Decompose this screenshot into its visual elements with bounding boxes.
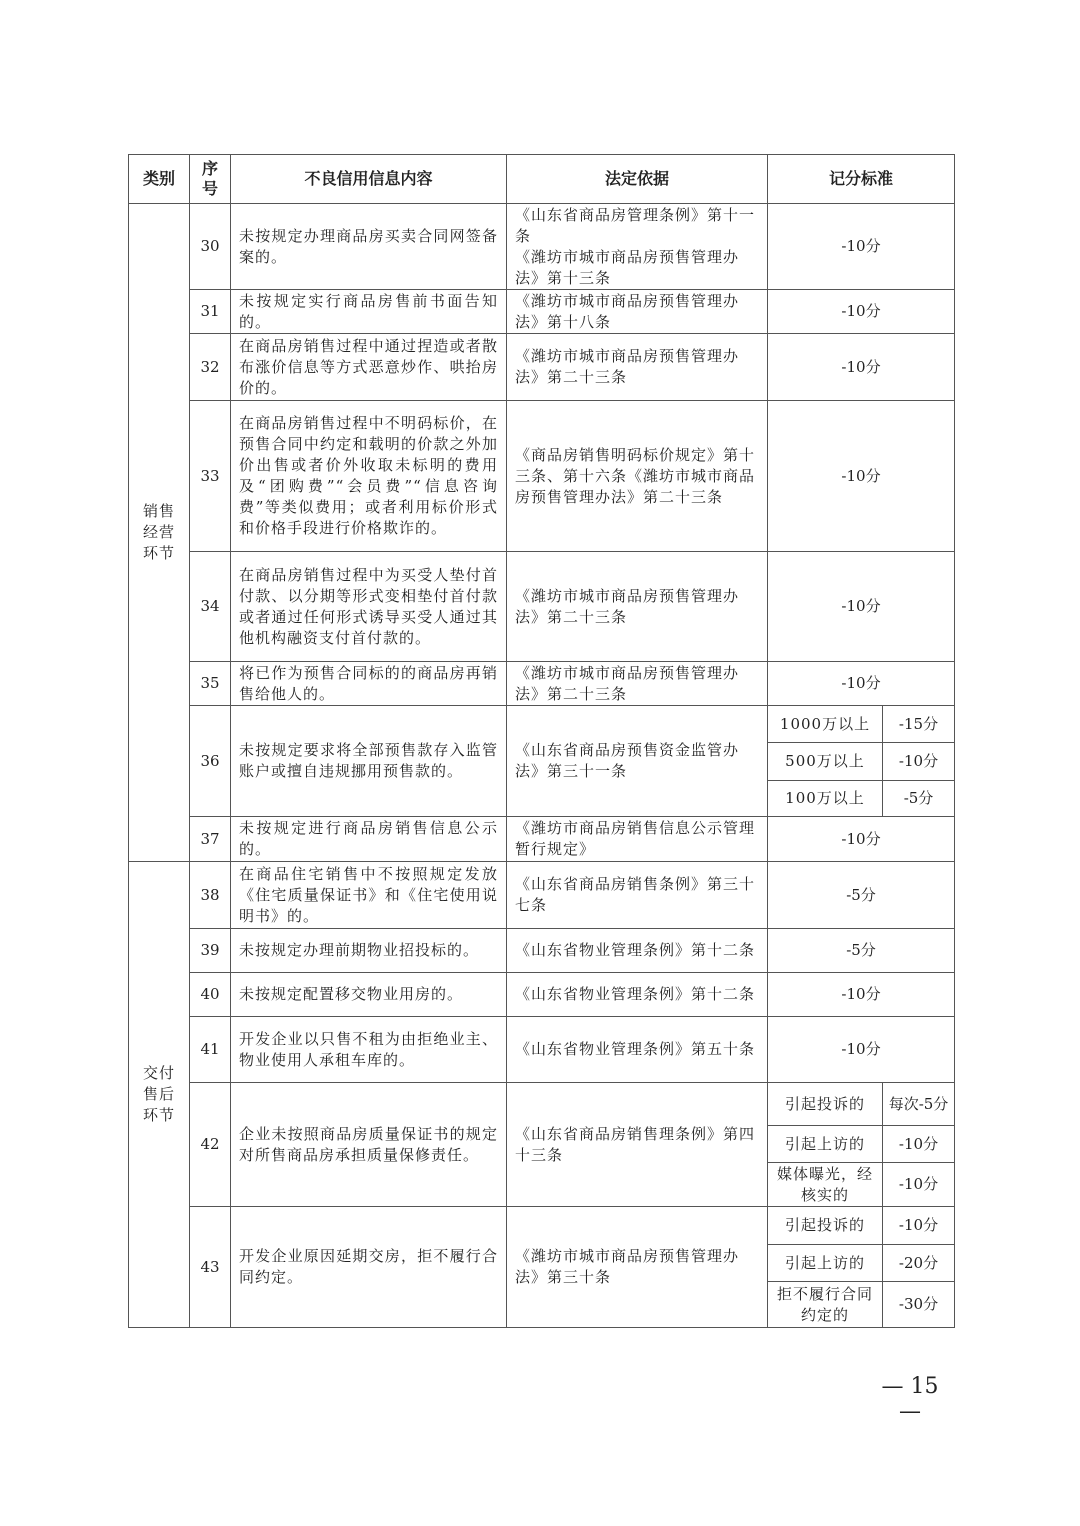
row-score: -10分 xyxy=(768,1017,955,1083)
table-row xyxy=(129,862,955,929)
row-content: 未按规定实行商品房售前书面告知的。 xyxy=(231,290,507,334)
row-seq: 39 xyxy=(190,929,231,973)
row-seq: 33 xyxy=(190,401,231,552)
sub-label: 媒体曝光，经核实的 xyxy=(768,1163,883,1207)
basis-line: 《山东省商品房销售理条例》第四十三条 xyxy=(515,1124,756,1164)
sub-score: -30分 xyxy=(883,1282,955,1328)
basis-line: 《潍坊市城市商品房预售管理办法》第十三条 xyxy=(515,247,740,287)
row-score: -10分 xyxy=(768,552,955,662)
row-score: -5分 xyxy=(768,862,955,929)
row-content: 在商品房销售过程中通过捏造或者散布涨价信息等方式恶意炒作、哄抬房价的。 xyxy=(231,334,507,401)
header-basis: 法定依据 xyxy=(507,155,768,204)
row-content: 未按规定配置移交物业用房的。 xyxy=(231,973,507,1017)
row-content: 开发企业原因延期交房，拒不履行合同约定。 xyxy=(231,1207,507,1328)
table-row xyxy=(129,706,955,743)
row-basis xyxy=(507,1017,768,1083)
row-seq: 32 xyxy=(190,334,231,401)
sub-score: 每次-5分 xyxy=(883,1083,955,1126)
row-basis xyxy=(507,662,768,706)
table-row xyxy=(129,552,955,662)
header-seq xyxy=(190,155,231,204)
table-row xyxy=(129,1207,955,1245)
table-row xyxy=(129,817,955,862)
category-delivery: 交付售后环节 xyxy=(129,862,190,1328)
table-row xyxy=(129,1017,955,1083)
sub-label: 100万以上 xyxy=(768,781,883,817)
basis-line: 《山东省商品房预售资金监管办法》第三十一条 xyxy=(515,741,740,780)
row-basis xyxy=(507,1207,768,1328)
basis-line: 《潍坊市城市商品房预售管理办法》第二十三条 xyxy=(515,347,740,386)
row-seq: 42 xyxy=(190,1083,231,1207)
sub-score: -15分 xyxy=(883,706,955,743)
row-seq: 40 xyxy=(190,973,231,1017)
sub-score: -20分 xyxy=(883,1245,955,1282)
sub-label: 拒不履行合同约定的 xyxy=(768,1282,883,1328)
row-content: 在商品房销售过程中不明码标价，在预售合同中约定和载明的价款之外加价出售或者价外收取未标明的费用及“团购费”“会员费”“信息咨询费”等类似费用；或者利用标价形式和价格手段进行价格欺诈的。 xyxy=(231,401,507,552)
header-content: 不良信用信息内容 xyxy=(231,155,507,204)
row-seq: 36 xyxy=(190,706,231,817)
row-seq: 34 xyxy=(190,552,231,662)
row-seq: 30 xyxy=(190,204,231,290)
page-number: — 15 — xyxy=(881,1374,939,1424)
sub-label: 引起投诉的 xyxy=(768,1207,883,1245)
sub-score: -10分 xyxy=(883,1207,955,1245)
row-basis xyxy=(507,862,768,929)
row-content: 企业未按照商品房质量保证书的规定对所售商品房承担质量保修责任。 xyxy=(231,1083,507,1207)
sub-score: -10分 xyxy=(883,743,955,781)
basis-line: 《山东省物业管理条例》第五十条 xyxy=(515,1040,756,1058)
row-content: 在商品住宅销售中不按照规定发放《住宅质量保证书》和《住宅使用说明书》的。 xyxy=(231,862,507,929)
row-content: 未按规定办理商品房买卖合同网签备案的。 xyxy=(231,204,507,290)
table-row xyxy=(129,334,955,401)
row-seq: 31 xyxy=(190,290,231,334)
row-basis xyxy=(507,290,768,334)
sub-score: -5分 xyxy=(883,781,955,817)
row-basis xyxy=(507,334,768,401)
table-row xyxy=(129,290,955,334)
row-content: 在商品房销售过程中为买受人垫付首付款、以分期等形式变相垫付首付款或者通过任何形式诱导买受人通过其他机构融资支付首付款的。 xyxy=(231,552,507,662)
row-content: 开发企业以只售不租为由拒绝业主、物业使用人承租车库的。 xyxy=(231,1017,507,1083)
basis-line: 《山东省物业管理条例》第十二条 xyxy=(515,941,756,959)
row-content: 未按规定办理前期物业招投标的。 xyxy=(231,929,507,973)
basis-line: 《山东省商品房管理条例》第十一条 xyxy=(515,205,756,245)
row-score: -5分 xyxy=(768,929,955,973)
sub-score: -10分 xyxy=(883,1163,955,1207)
category-sales: 销售经营环节 xyxy=(129,204,190,862)
row-basis xyxy=(507,401,768,552)
row-score: -10分 xyxy=(768,817,955,862)
basis-line: 《潍坊市城市商品房预售管理办法》第十八条 xyxy=(515,291,740,331)
sub-score: -10分 xyxy=(883,1126,955,1163)
row-seq: 43 xyxy=(190,1207,231,1328)
row-score: -10分 xyxy=(768,204,955,290)
basis-line: 《商品房销售明码标价规定》第十三条、第十六条《潍坊市城市商品房预售管理办法》第二十三条 xyxy=(515,445,756,506)
table-row xyxy=(129,973,955,1017)
credit-score-table xyxy=(128,154,955,1328)
sub-label: 引起投诉的 xyxy=(768,1083,883,1126)
basis-line: 《潍坊市城市商品房预售管理办法》第三十条 xyxy=(515,1247,740,1286)
header-category: 类别 xyxy=(129,155,190,204)
header-score: 记分标准 xyxy=(768,155,955,204)
basis-line: 《潍坊市商品房销售信息公示管理暂行规定》 xyxy=(515,819,756,858)
row-score: -10分 xyxy=(768,973,955,1017)
table-row xyxy=(129,204,955,290)
row-seq: 38 xyxy=(190,862,231,929)
sub-label: 500万以上 xyxy=(768,743,883,781)
table-row xyxy=(129,929,955,973)
sub-label: 1000万以上 xyxy=(768,706,883,743)
table-row xyxy=(129,662,955,706)
row-seq: 41 xyxy=(190,1017,231,1083)
row-content: 未按规定要求将全部预售款存入监管账户或擅自违规挪用预售款的。 xyxy=(231,706,507,817)
row-seq: 37 xyxy=(190,817,231,862)
row-basis xyxy=(507,552,768,662)
sub-label: 引起上访的 xyxy=(768,1126,883,1163)
row-basis xyxy=(507,817,768,862)
row-basis xyxy=(507,1083,768,1207)
row-basis xyxy=(507,706,768,817)
row-seq: 35 xyxy=(190,662,231,706)
row-score: -10分 xyxy=(768,290,955,334)
basis-line: 《潍坊市城市商品房预售管理办法》第二十三条 xyxy=(515,663,740,703)
basis-line: 《山东省物业管理条例》第十二条 xyxy=(515,985,756,1003)
table-row xyxy=(129,401,955,552)
basis-line: 《潍坊市城市商品房预售管理办法》第二十三条 xyxy=(515,586,740,626)
sub-label: 引起上访的 xyxy=(768,1245,883,1282)
header-seq-text: 序号 xyxy=(201,159,218,198)
row-content: 将已作为预售合同标的的商品房再销售给他人的。 xyxy=(231,662,507,706)
basis-line: 《山东省商品房销售条例》第三十七条 xyxy=(515,875,756,914)
row-basis xyxy=(507,929,768,973)
row-score: -10分 xyxy=(768,401,955,552)
table-header-row xyxy=(129,155,955,204)
row-content: 未按规定进行商品房销售信息公示的。 xyxy=(231,817,507,862)
row-score: -10分 xyxy=(768,662,955,706)
table-row xyxy=(129,1083,955,1126)
row-score: -10分 xyxy=(768,334,955,401)
row-basis xyxy=(507,204,768,290)
row-basis xyxy=(507,973,768,1017)
